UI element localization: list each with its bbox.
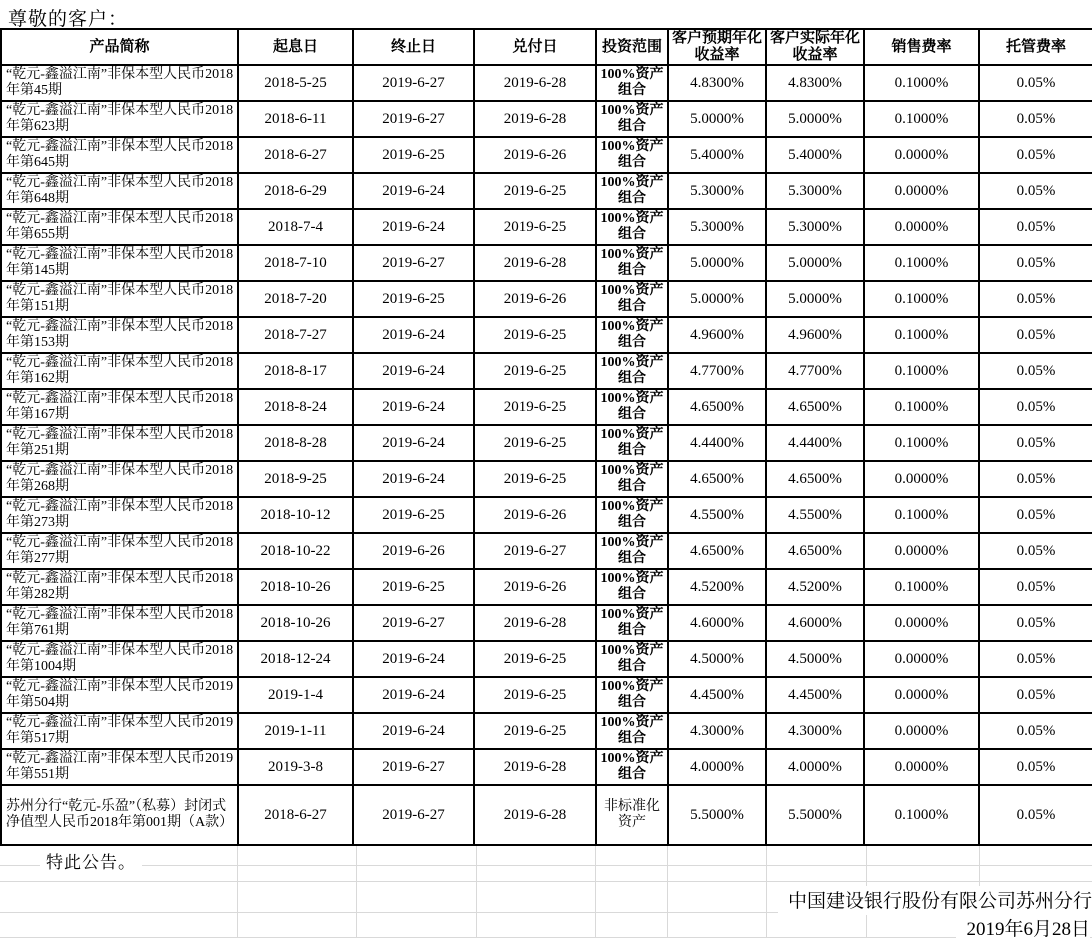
table-header-row xyxy=(1,29,1092,65)
actual-yield-cell: 5.3000% xyxy=(766,209,864,245)
end-date-cell: 2019-6-25 xyxy=(353,569,474,605)
expected-yield-cell: 5.3000% xyxy=(668,209,766,245)
investment-scope-cell: 100%资产组合 xyxy=(596,641,668,677)
product-name-cell: “乾元-鑫溢江南”非保本型人民币2018年第277期 xyxy=(1,533,238,569)
sales-fee-cell: 0.1000% xyxy=(864,569,979,605)
product-name-cell: “乾元-鑫溢江南”非保本型人民币2018年第282期 xyxy=(1,569,238,605)
value-date-cell: 2018-6-29 xyxy=(238,173,353,209)
product-yield-table xyxy=(0,28,1092,846)
payment-date-cell: 2019-6-25 xyxy=(474,173,596,209)
sales-fee-cell: 0.1000% xyxy=(864,65,979,101)
value-date-cell: 2018-6-11 xyxy=(238,101,353,137)
value-date-cell: 2018-8-17 xyxy=(238,353,353,389)
table-body xyxy=(1,65,1092,845)
sales-fee-cell: 0.0000% xyxy=(864,137,979,173)
actual-yield-cell: 4.3000% xyxy=(766,713,864,749)
end-date-cell: 2019-6-24 xyxy=(353,353,474,389)
faint-gridline-horizontal xyxy=(0,937,1092,938)
expected-yield-cell: 5.0000% xyxy=(668,245,766,281)
product-name-cell: “乾元-鑫溢江南”非保本型人民币2018年第648期 xyxy=(1,173,238,209)
expected-yield-cell: 4.4400% xyxy=(668,425,766,461)
investment-scope-cell: 100%资产组合 xyxy=(596,605,668,641)
actual-yield-cell: 5.4000% xyxy=(766,137,864,173)
investment-scope-cell: 100%资产组合 xyxy=(596,461,668,497)
investment-scope-cell: 100%资产组合 xyxy=(596,533,668,569)
bank-signature: 中国建设银行股份有限公司苏州分行 xyxy=(778,886,1092,915)
table-row xyxy=(1,317,1092,353)
custody-fee-cell: 0.05% xyxy=(979,785,1092,845)
actual-yield-cell: 4.4500% xyxy=(766,677,864,713)
closing-text: 特此公告。 xyxy=(40,848,142,873)
actual-yield-cell: 5.0000% xyxy=(766,245,864,281)
product-name-cell: “乾元-鑫溢江南”非保本型人民币2018年第268期 xyxy=(1,461,238,497)
actual-yield-cell: 4.7700% xyxy=(766,353,864,389)
payment-date-cell: 2019-6-25 xyxy=(474,461,596,497)
value-date-cell: 2018-6-27 xyxy=(238,137,353,173)
value-date-cell: 2018-7-10 xyxy=(238,245,353,281)
table-row xyxy=(1,65,1092,101)
custody-fee-cell: 0.05% xyxy=(979,317,1092,353)
table-row xyxy=(1,533,1092,569)
actual-yield-cell: 4.6500% xyxy=(766,461,864,497)
value-date-cell: 2018-10-22 xyxy=(238,533,353,569)
end-date-cell: 2019-6-24 xyxy=(353,389,474,425)
payment-date-cell: 2019-6-28 xyxy=(474,605,596,641)
investment-scope-cell: 100%资产组合 xyxy=(596,173,668,209)
expected-yield-cell: 4.6500% xyxy=(668,389,766,425)
table-row xyxy=(1,749,1092,785)
payment-date-cell: 2019-6-28 xyxy=(474,749,596,785)
end-date-cell: 2019-6-24 xyxy=(353,425,474,461)
expected-yield-cell: 4.6000% xyxy=(668,605,766,641)
investment-scope-cell: 非标准化资产 xyxy=(596,785,668,845)
investment-scope-cell: 100%资产组合 xyxy=(596,353,668,389)
product-name-cell: “乾元-鑫溢江南”非保本型人民币2018年第623期 xyxy=(1,101,238,137)
actual-yield-cell: 4.4400% xyxy=(766,425,864,461)
expected-yield-cell: 4.5500% xyxy=(668,497,766,533)
table-row xyxy=(1,173,1092,209)
announcement-date: 2019年6月28日 xyxy=(956,914,1090,943)
custody-fee-cell: 0.05% xyxy=(979,101,1092,137)
sales-fee-cell: 0.1000% xyxy=(864,425,979,461)
end-date-cell: 2019-6-27 xyxy=(353,245,474,281)
column-header-actual-yield: 客户实际年化收益率 xyxy=(766,29,864,65)
payment-date-cell: 2019-6-28 xyxy=(474,785,596,845)
actual-yield-cell: 4.0000% xyxy=(766,749,864,785)
actual-yield-cell: 5.0000% xyxy=(766,281,864,317)
sales-fee-cell: 0.1000% xyxy=(864,317,979,353)
custody-fee-cell: 0.05% xyxy=(979,749,1092,785)
custody-fee-cell: 0.05% xyxy=(979,209,1092,245)
greeting-text: 尊敬的客户： xyxy=(8,9,129,30)
sales-fee-cell: 0.0000% xyxy=(864,749,979,785)
investment-scope-cell: 100%资产组合 xyxy=(596,497,668,533)
investment-scope-cell: 100%资产组合 xyxy=(596,137,668,173)
payment-date-cell: 2019-6-28 xyxy=(474,65,596,101)
table-row xyxy=(1,497,1092,533)
product-name-cell: “乾元-鑫溢江南”非保本型人民币2019年第517期 xyxy=(1,713,238,749)
table-row xyxy=(1,425,1092,461)
value-date-cell: 2018-9-25 xyxy=(238,461,353,497)
product-name-cell: “乾元-鑫溢江南”非保本型人民币2018年第153期 xyxy=(1,317,238,353)
custody-fee-cell: 0.05% xyxy=(979,497,1092,533)
value-date-cell: 2018-8-24 xyxy=(238,389,353,425)
actual-yield-cell: 4.6500% xyxy=(766,389,864,425)
expected-yield-cell: 5.3000% xyxy=(668,173,766,209)
table-row xyxy=(1,281,1092,317)
payment-date-cell: 2019-6-25 xyxy=(474,641,596,677)
actual-yield-cell: 5.3000% xyxy=(766,173,864,209)
faint-gridline-horizontal xyxy=(0,865,1092,866)
end-date-cell: 2019-6-24 xyxy=(353,461,474,497)
custody-fee-cell: 0.05% xyxy=(979,65,1092,101)
actual-yield-cell: 5.0000% xyxy=(766,101,864,137)
value-date-cell: 2018-7-27 xyxy=(238,317,353,353)
payment-date-cell: 2019-6-28 xyxy=(474,245,596,281)
table-row xyxy=(1,353,1092,389)
sales-fee-cell: 0.1000% xyxy=(864,497,979,533)
expected-yield-cell: 4.6500% xyxy=(668,533,766,569)
custody-fee-cell: 0.05% xyxy=(979,713,1092,749)
expected-yield-cell: 5.0000% xyxy=(668,281,766,317)
custody-fee-cell: 0.05% xyxy=(979,281,1092,317)
end-date-cell: 2019-6-27 xyxy=(353,65,474,101)
faint-gridline-vertical xyxy=(766,846,767,938)
end-date-cell: 2019-6-27 xyxy=(353,749,474,785)
product-name-cell: “乾元-鑫溢江南”非保本型人民币2019年第504期 xyxy=(1,677,238,713)
custody-fee-cell: 0.05% xyxy=(979,641,1092,677)
payment-date-cell: 2019-6-27 xyxy=(474,533,596,569)
product-name-cell: “乾元-鑫溢江南”非保本型人民币2018年第645期 xyxy=(1,137,238,173)
end-date-cell: 2019-6-24 xyxy=(353,677,474,713)
column-header-sales-fee: 销售费率 xyxy=(864,29,979,65)
payment-date-cell: 2019-6-26 xyxy=(474,497,596,533)
payment-date-cell: 2019-6-26 xyxy=(474,569,596,605)
sales-fee-cell: 0.1000% xyxy=(864,245,979,281)
investment-scope-cell: 100%资产组合 xyxy=(596,209,668,245)
table-header xyxy=(1,29,1092,65)
actual-yield-cell: 4.5500% xyxy=(766,497,864,533)
expected-yield-cell: 5.4000% xyxy=(668,137,766,173)
value-date-cell: 2018-12-24 xyxy=(238,641,353,677)
expected-yield-cell: 4.7700% xyxy=(668,353,766,389)
product-name-cell: “乾元-鑫溢江南”非保本型人民币2019年第551期 xyxy=(1,749,238,785)
sales-fee-cell: 0.0000% xyxy=(864,641,979,677)
faint-gridline-vertical xyxy=(476,846,477,938)
investment-scope-cell: 100%资产组合 xyxy=(596,677,668,713)
expected-yield-cell: 4.0000% xyxy=(668,749,766,785)
product-name-cell: “乾元-鑫溢江南”非保本型人民币2018年第655期 xyxy=(1,209,238,245)
custody-fee-cell: 0.05% xyxy=(979,173,1092,209)
column-header-end-date: 终止日 xyxy=(353,29,474,65)
faint-gridline-vertical xyxy=(667,846,668,938)
sales-fee-cell: 0.0000% xyxy=(864,713,979,749)
column-header-investment-scope: 投资范围 xyxy=(596,29,668,65)
sales-fee-cell: 0.0000% xyxy=(864,677,979,713)
value-date-cell: 2018-10-12 xyxy=(238,497,353,533)
end-date-cell: 2019-6-25 xyxy=(353,281,474,317)
end-date-cell: 2019-6-26 xyxy=(353,533,474,569)
end-date-cell: 2019-6-25 xyxy=(353,137,474,173)
table-row xyxy=(1,137,1092,173)
sales-fee-cell: 0.1000% xyxy=(864,353,979,389)
investment-scope-cell: 100%资产组合 xyxy=(596,281,668,317)
investment-scope-cell: 100%资产组合 xyxy=(596,749,668,785)
end-date-cell: 2019-6-27 xyxy=(353,785,474,845)
expected-yield-cell: 4.5000% xyxy=(668,641,766,677)
table-row xyxy=(1,641,1092,677)
faint-gridline-horizontal xyxy=(0,881,1092,882)
faint-gridline-vertical xyxy=(595,846,596,938)
payment-date-cell: 2019-6-26 xyxy=(474,281,596,317)
value-date-cell: 2018-10-26 xyxy=(238,569,353,605)
custody-fee-cell: 0.05% xyxy=(979,569,1092,605)
value-date-cell: 2018-8-28 xyxy=(238,425,353,461)
investment-scope-cell: 100%资产组合 xyxy=(596,425,668,461)
column-header-product-name: 产品简称 xyxy=(1,29,238,65)
payment-date-cell: 2019-6-25 xyxy=(474,389,596,425)
custody-fee-cell: 0.05% xyxy=(979,533,1092,569)
end-date-cell: 2019-6-24 xyxy=(353,173,474,209)
value-date-cell: 2018-6-27 xyxy=(238,785,353,845)
payment-date-cell: 2019-6-28 xyxy=(474,101,596,137)
table-row xyxy=(1,605,1092,641)
product-name-cell: “乾元-鑫溢江南”非保本型人民币2018年第761期 xyxy=(1,605,238,641)
column-header-custody-fee: 托管费率 xyxy=(979,29,1092,65)
investment-scope-cell: 100%资产组合 xyxy=(596,245,668,281)
sales-fee-cell: 0.0000% xyxy=(864,461,979,497)
custody-fee-cell: 0.05% xyxy=(979,461,1092,497)
value-date-cell: 2018-7-20 xyxy=(238,281,353,317)
expected-yield-cell: 5.0000% xyxy=(668,101,766,137)
payment-date-cell: 2019-6-25 xyxy=(474,353,596,389)
product-name-cell: “乾元-鑫溢江南”非保本型人民币2018年第162期 xyxy=(1,353,238,389)
sales-fee-cell: 0.0000% xyxy=(864,533,979,569)
actual-yield-cell: 4.8300% xyxy=(766,65,864,101)
payment-date-cell: 2019-6-25 xyxy=(474,209,596,245)
investment-scope-cell: 100%资产组合 xyxy=(596,569,668,605)
value-date-cell: 2019-3-8 xyxy=(238,749,353,785)
payment-date-cell: 2019-6-25 xyxy=(474,677,596,713)
investment-scope-cell: 100%资产组合 xyxy=(596,389,668,425)
faint-gridline-vertical xyxy=(237,846,238,938)
payment-date-cell: 2019-6-26 xyxy=(474,137,596,173)
end-date-cell: 2019-6-27 xyxy=(353,101,474,137)
end-date-cell: 2019-6-25 xyxy=(353,497,474,533)
sales-fee-cell: 0.1000% xyxy=(864,389,979,425)
footer-zone xyxy=(0,846,1092,938)
product-name-cell: “乾元-鑫溢江南”非保本型人民币2018年第273期 xyxy=(1,497,238,533)
table-row xyxy=(1,245,1092,281)
table-row xyxy=(1,569,1092,605)
value-date-cell: 2018-5-25 xyxy=(238,65,353,101)
custody-fee-cell: 0.05% xyxy=(979,605,1092,641)
custody-fee-cell: 0.05% xyxy=(979,137,1092,173)
actual-yield-cell: 4.6000% xyxy=(766,605,864,641)
actual-yield-cell: 4.6500% xyxy=(766,533,864,569)
column-header-payment-date: 兑付日 xyxy=(474,29,596,65)
payment-date-cell: 2019-6-25 xyxy=(474,425,596,461)
table-row xyxy=(1,209,1092,245)
product-name-cell: “乾元-鑫溢江南”非保本型人民币2018年第251期 xyxy=(1,425,238,461)
investment-scope-cell: 100%资产组合 xyxy=(596,101,668,137)
end-date-cell: 2019-6-24 xyxy=(353,641,474,677)
product-name-cell: “乾元-鑫溢江南”非保本型人民币2018年第145期 xyxy=(1,245,238,281)
sales-fee-cell: 0.1000% xyxy=(864,785,979,845)
investment-scope-cell: 100%资产组合 xyxy=(596,65,668,101)
end-date-cell: 2019-6-24 xyxy=(353,317,474,353)
expected-yield-cell: 4.4500% xyxy=(668,677,766,713)
product-name-cell: “乾元-鑫溢江南”非保本型人民币2018年第167期 xyxy=(1,389,238,425)
table-row xyxy=(1,785,1092,845)
custody-fee-cell: 0.05% xyxy=(979,425,1092,461)
column-header-expected-yield: 客户预期年化收益率 xyxy=(668,29,766,65)
product-name-cell: 苏州分行“乾元-乐盈”（私募）封闭式净值型人民币2018年第001期（A款） xyxy=(1,785,238,845)
end-date-cell: 2019-6-24 xyxy=(353,713,474,749)
custody-fee-cell: 0.05% xyxy=(979,353,1092,389)
custody-fee-cell: 0.05% xyxy=(979,389,1092,425)
product-name-cell: “乾元-鑫溢江南”非保本型人民币2018年第45期 xyxy=(1,65,238,101)
actual-yield-cell: 5.5000% xyxy=(766,785,864,845)
table-row xyxy=(1,389,1092,425)
value-date-cell: 2018-7-4 xyxy=(238,209,353,245)
actual-yield-cell: 4.5200% xyxy=(766,569,864,605)
table-row xyxy=(1,461,1092,497)
custody-fee-cell: 0.05% xyxy=(979,245,1092,281)
sales-fee-cell: 0.0000% xyxy=(864,605,979,641)
investment-scope-cell: 100%资产组合 xyxy=(596,713,668,749)
table-row xyxy=(1,713,1092,749)
value-date-cell: 2018-10-26 xyxy=(238,605,353,641)
value-date-cell: 2019-1-4 xyxy=(238,677,353,713)
payment-date-cell: 2019-6-25 xyxy=(474,317,596,353)
faint-gridline-vertical xyxy=(356,846,357,938)
column-header-value-date: 起息日 xyxy=(238,29,353,65)
sales-fee-cell: 0.0000% xyxy=(864,173,979,209)
sales-fee-cell: 0.1000% xyxy=(864,101,979,137)
end-date-cell: 2019-6-24 xyxy=(353,209,474,245)
custody-fee-cell: 0.05% xyxy=(979,677,1092,713)
sales-fee-cell: 0.1000% xyxy=(864,281,979,317)
investment-scope-cell: 100%资产组合 xyxy=(596,317,668,353)
expected-yield-cell: 5.5000% xyxy=(668,785,766,845)
payment-date-cell: 2019-6-25 xyxy=(474,713,596,749)
product-name-cell: “乾元-鑫溢江南”非保本型人民币2018年第1004期 xyxy=(1,641,238,677)
end-date-cell: 2019-6-27 xyxy=(353,605,474,641)
expected-yield-cell: 4.8300% xyxy=(668,65,766,101)
value-date-cell: 2019-1-11 xyxy=(238,713,353,749)
expected-yield-cell: 4.9600% xyxy=(668,317,766,353)
sales-fee-cell: 0.0000% xyxy=(864,209,979,245)
expected-yield-cell: 4.5200% xyxy=(668,569,766,605)
expected-yield-cell: 4.3000% xyxy=(668,713,766,749)
actual-yield-cell: 4.9600% xyxy=(766,317,864,353)
expected-yield-cell: 4.6500% xyxy=(668,461,766,497)
actual-yield-cell: 4.5000% xyxy=(766,641,864,677)
table-row xyxy=(1,677,1092,713)
product-name-cell: “乾元-鑫溢江南”非保本型人民币2018年第151期 xyxy=(1,281,238,317)
table-row xyxy=(1,101,1092,137)
